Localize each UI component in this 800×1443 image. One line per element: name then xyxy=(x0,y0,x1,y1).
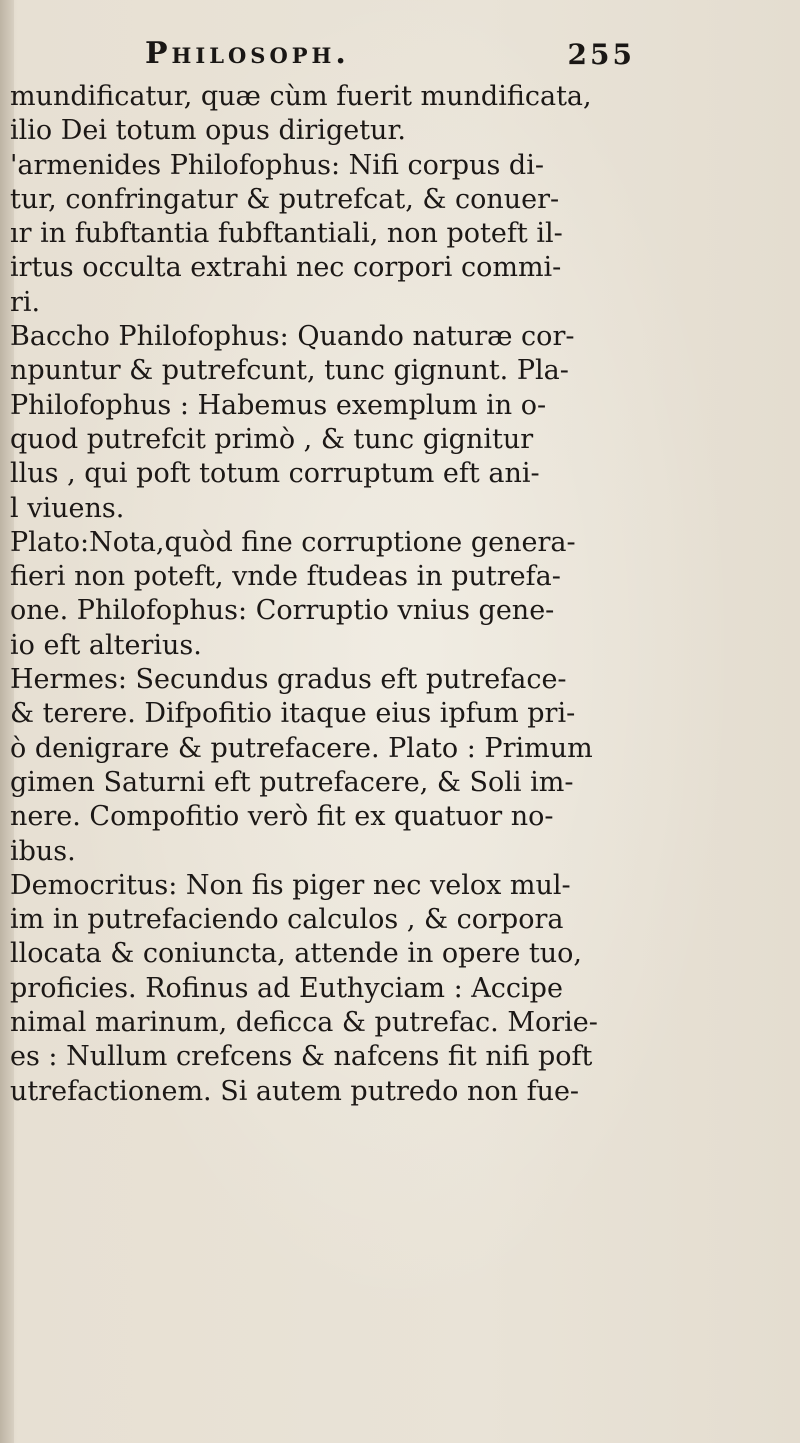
text-line: tur, confringatur & putrefcat, & conuer- xyxy=(10,183,560,215)
text-line: quod putrefcit primò , & tunc gignitur xyxy=(10,423,534,455)
page-number: 255 xyxy=(567,38,635,71)
text-line: Philofophus : Habemus exemplum in o- xyxy=(10,389,547,421)
text-line: im in putrefaciendo calculos , & corpora xyxy=(10,904,564,936)
body-text xyxy=(10,80,780,1109)
text-line: Hermes: Secundus gradus eft putreface- xyxy=(10,664,567,696)
text-line: mundificatur, quæ cùm fuerit mundificata, xyxy=(10,81,592,112)
text-line: io eft alterius. xyxy=(10,629,202,661)
text-line: ibus. xyxy=(10,835,76,867)
text-line: proficies. Rofinus ad Euthyciam : Accipe xyxy=(10,972,563,1004)
text-line: fieri non poteft, vnde ftudeas in putrefa- xyxy=(10,561,561,593)
text-line: & terere. Difpofitio itaque eius ipfum pri- xyxy=(10,698,576,730)
text-line: ò denigrare & putrefacere. Plato : Primum xyxy=(10,732,593,764)
text-line: llus , qui poft totum corruptum eft ani- xyxy=(10,458,540,490)
text-line: one. Philofophus: Corruptio vnius gene- xyxy=(10,595,555,627)
text-line: nere. Compofitio verò fit ex quatuor no- xyxy=(10,801,554,833)
text-line: irtus occulta extrahi nec corpori commi- xyxy=(10,252,562,284)
text-line: ilio Dei totum opus dirigetur. xyxy=(10,115,406,147)
text-line: Plato:Nota,quòd fine corruptione genera- xyxy=(10,526,576,558)
text-line: Democritus: Non fis piger nec velox mul- xyxy=(10,869,571,901)
text-line: ri. xyxy=(10,286,41,318)
text-line: 'armenides Philofophus: Nifi corpus di- xyxy=(10,149,544,181)
text-line: gimen Saturni eft putrefacere, & Soli im- xyxy=(10,766,574,798)
text-line: es : Nullum crefcens & nafcens fit nifi poft xyxy=(10,1041,593,1073)
text-line: llocata & coniuncta, attende in opere tuo, xyxy=(10,938,582,970)
text-line: npuntur & putrefcunt, tunc gignunt. Pla- xyxy=(10,355,569,387)
running-head: Philosoph. xyxy=(145,36,350,71)
text-line: l viuens. xyxy=(10,492,125,524)
text-line: ır in fubftantia fubftantiali, non poteft il- xyxy=(10,218,563,250)
text-line: utrefactionem. Si autem putredo non fue- xyxy=(10,1075,580,1107)
page-header xyxy=(145,36,635,76)
text-line: nimal marinum, deficca & putrefac. Morie- xyxy=(10,1007,598,1039)
text-line: Baccho Philofophus: Quando naturæ cor- xyxy=(10,321,575,353)
